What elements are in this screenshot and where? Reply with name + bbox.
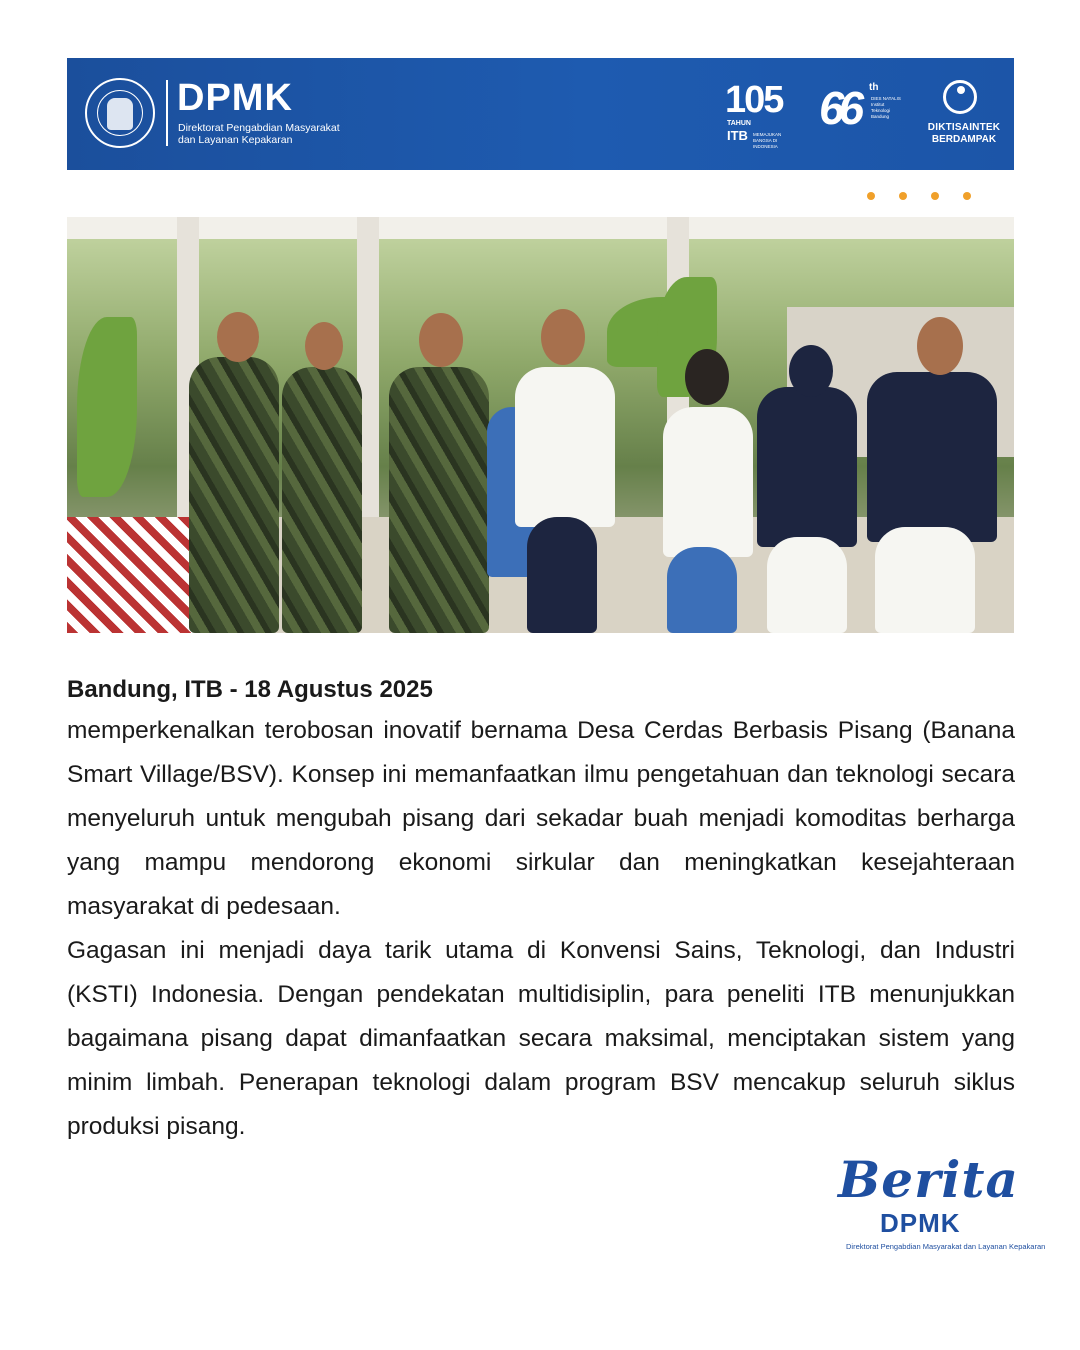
dpmk-title: DPMK [177, 77, 293, 119]
dikti-dot-icon [957, 86, 965, 94]
dot-icon [899, 192, 907, 200]
dot-icon [963, 192, 971, 200]
article-paragraph-2: Gagasan ini menjadi daya tarik utama di Konvensi Sains, Teknologi, dan Industri (KSTI) Indonesia. Dengan pendekatan multidisiplin, para peneliti ITB menunjukkan bagaimana pisang dapat dimanfaatkan secara maksimal, menciptakan sistem yang minim limbah. Penerapan teknologi dalam program BSV mencakup seluruh siklus produksi pisang. [67, 937, 1015, 1140]
berita-dpmk-logo [838, 1150, 1046, 1260]
logo-66-th: th [869, 82, 879, 93]
person-head [217, 312, 259, 362]
person-soldier [189, 357, 279, 633]
logo-105-tahun: TAHUN [727, 120, 751, 127]
dpmk-subtitle-line1: Direktorat Pengabdian Masyarakat [178, 122, 340, 134]
article-paragraph-1: memperkenalkan terobosan inovatif bernama Desa Cerdas Berbasis Pisang (Banana Smart Village/BSV). Konsep ini memanfaatkan ilmu pengetahuan dan teknologi secara menyeluruh untuk mengubah pisang dari sekadar buah menjadi komoditas berharga yang mampu mendorong ekonomi sirkular dan meningkatkan kesejahteraan masyarakat di pedesaan. [67, 717, 1015, 920]
dot-icon [931, 192, 939, 200]
person-head [541, 309, 585, 365]
dikti-line1: DIKTISAINTEK [927, 122, 1001, 133]
header-banner [67, 58, 1014, 170]
itb-105-logo [725, 80, 795, 150]
diktisaintek-logo [919, 80, 1009, 150]
person-head [419, 313, 463, 367]
person-woman-white-pants [767, 537, 847, 633]
person-head [917, 317, 963, 375]
dot-icon [867, 192, 875, 200]
person-man-white-pants [875, 527, 975, 633]
header-divider [166, 80, 168, 146]
article-lead: Bandung, ITB - 18 Agustus 2025 [67, 676, 433, 703]
person-head [789, 345, 833, 397]
event-photo [67, 217, 1014, 633]
person-head [305, 322, 343, 370]
berita-title: DPMK [880, 1208, 961, 1238]
dikti-line2: BERDAMPAK [931, 134, 997, 145]
person-farmer-pants [527, 517, 597, 633]
person-man-navy [867, 372, 997, 542]
person-woman-navy [757, 387, 857, 547]
seal-figure [107, 98, 133, 130]
person-head [685, 349, 729, 405]
dpmk-subtitle-line2: dan Layanan Kepakaran [178, 134, 293, 146]
berita-script: Berita [838, 1150, 1019, 1209]
person-soldier [389, 367, 489, 633]
berita-subtitle: Direktorat Pengabdian Masyarakat dan Layanan Kepakaran [846, 1242, 1046, 1251]
person-soldier [282, 367, 362, 633]
itb-seal-logo [85, 78, 155, 148]
logo-105-itb: ITB [727, 128, 748, 143]
photo-table [67, 517, 207, 633]
banana-leaf-icon [77, 317, 137, 497]
logo-66-mini: DIES NATALIS Institut Teknologi Bandung [871, 96, 901, 119]
article-body [67, 671, 1015, 1149]
person-farmer [515, 367, 615, 527]
logo-105-mini: MEMAJUKAN BANGSA DI INDONESIA [753, 132, 782, 149]
logo-105-number: 105 [725, 79, 783, 121]
person-woman-jeans [667, 547, 737, 633]
person-woman [663, 407, 753, 557]
dies-natalis-66-logo [819, 80, 899, 150]
logo-66-number: 66 [819, 82, 859, 134]
photo-roof [67, 217, 1014, 239]
dpmk-subtitle [178, 122, 378, 146]
